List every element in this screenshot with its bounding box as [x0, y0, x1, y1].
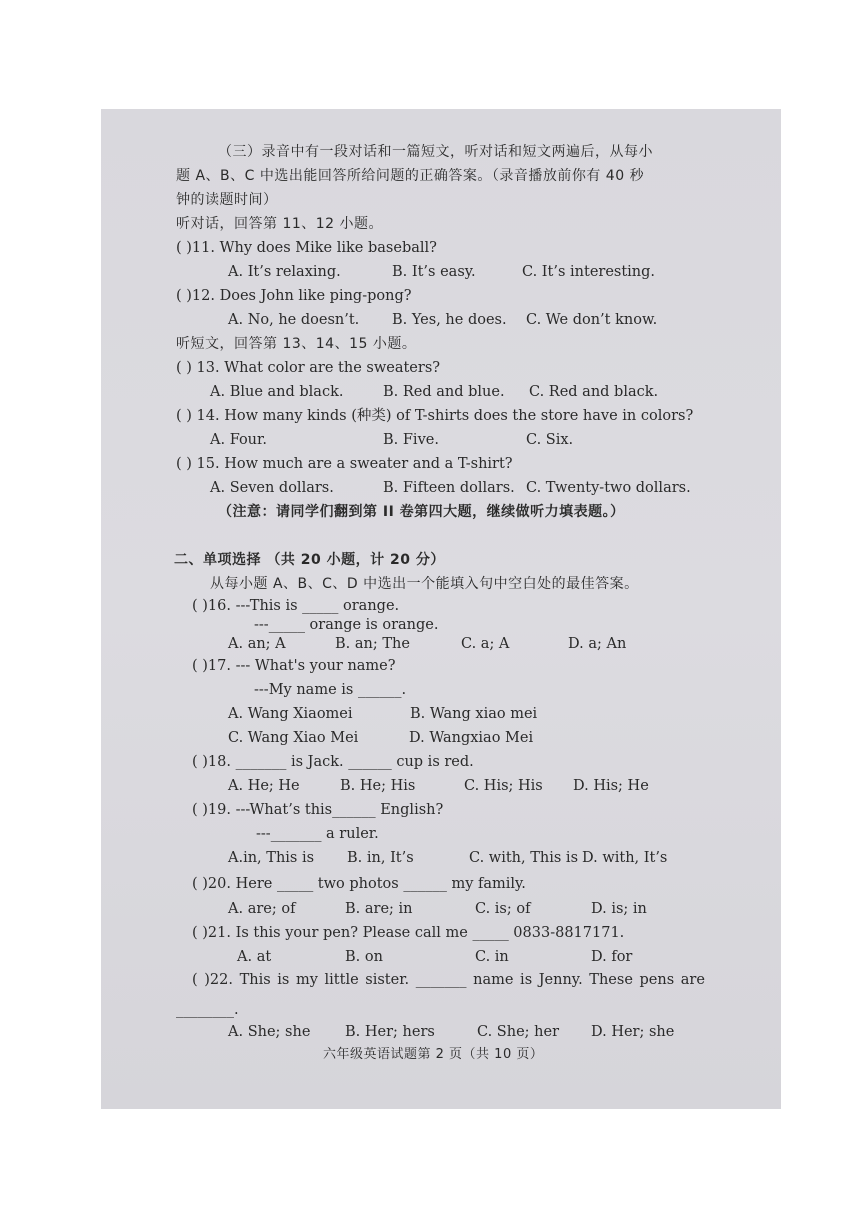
exam-page	[101, 109, 781, 1109]
q16-option-b: B. an; The	[335, 636, 410, 652]
question-17-reply: ---My name is ______.	[254, 682, 407, 698]
q17-option-b: B. Wang xiao mei	[410, 706, 538, 722]
q12-option-a: A. No, he doesn’t.	[228, 312, 360, 328]
q15-option-b: B. Fifteen dollars.	[383, 480, 515, 496]
q16-option-d: D. a; An	[568, 636, 627, 652]
q22-option-a: A. She; she	[228, 1024, 311, 1040]
question-17: ( )17. --- What's your name?	[192, 658, 396, 674]
listening-note: （注意：请同学们翻到第 II 卷第四大题，继续做听力填表题。）	[218, 504, 625, 520]
question-12: ( )12. Does John like ping-pong?	[176, 288, 412, 304]
q21-option-a: A. at	[237, 949, 272, 965]
q12-option-c: C. We don’t know.	[526, 312, 658, 328]
q22-option-b: B. Her; hers	[345, 1024, 435, 1040]
q13-option-c: C. Red and black.	[529, 384, 659, 400]
dialog-instruction: 听对话，回答第 11、12 小题。	[176, 216, 384, 232]
passage-instruction: 听短文，回答第 13、14、15 小题。	[176, 336, 417, 352]
question-19-reply: ---_______ a ruler.	[256, 826, 379, 842]
section3-intro-line2: 题 A、B、C 中选出能回答所给问题的正确答案。（录音播放前你有 40 秒	[176, 168, 645, 184]
q20-option-b: B. are; in	[345, 901, 413, 917]
question-16-reply: ---_____ orange is orange.	[254, 617, 439, 633]
section2-title: 二、单项选择 （共 20 小题，计 20 分）	[174, 552, 445, 568]
q19-option-b: B. in, It’s	[347, 850, 414, 866]
q11-option-b: B. It’s easy.	[392, 264, 476, 280]
q18-option-a: A. He; He	[228, 778, 300, 794]
q15-option-a: A. Seven dollars.	[210, 480, 334, 496]
q21-option-b: B. on	[345, 949, 383, 965]
q20-option-a: A. are; of	[228, 901, 296, 917]
question-14: ( ) 14. How many kinds (种类) of T-shirts does the store have in colors?	[176, 408, 694, 424]
question-19: ( )19. ---What’s this______ English?	[192, 802, 444, 818]
q17-option-c: C. Wang Xiao Mei	[228, 730, 359, 746]
q11-option-a: A. It’s relaxing.	[228, 264, 341, 280]
q12-option-b: B. Yes, he does.	[392, 312, 507, 328]
q11-option-c: C. It’s interesting.	[522, 264, 656, 280]
q21-option-d: D. for	[591, 949, 633, 965]
question-22-cont: ________.	[176, 1002, 239, 1018]
q18-option-b: B. He; His	[340, 778, 416, 794]
q14-option-b: B. Five.	[383, 432, 439, 448]
q16-option-a: A. an; A	[228, 636, 286, 652]
section2-instruction: 从每小题 A、B、C、D 中选出一个能填入句中空白处的最佳答案。	[210, 576, 639, 592]
q13-option-a: A. Blue and black.	[210, 384, 344, 400]
question-21: ( )21. Is this your pen? Please call me _____ 0833-8817171.	[192, 925, 625, 941]
question-13: ( ) 13. What color are the sweaters?	[176, 360, 441, 376]
q21-option-c: C. in	[475, 949, 509, 965]
page-footer: 六年级英语试题第 2 页（共 10 页）	[323, 1047, 544, 1062]
q22-option-c: C. She; her	[477, 1024, 559, 1040]
question-11: ( )11. Why does Mike like baseball?	[176, 240, 437, 256]
question-16: ( )16. ---This is _____ orange.	[192, 598, 400, 614]
q18-option-d: D. His; He	[573, 778, 649, 794]
question-15: ( ) 15. How much are a sweater and a T-shirt?	[176, 456, 513, 472]
q15-option-c: C. Twenty-two dollars.	[526, 480, 691, 496]
q19-option-a: A.in, This is	[228, 850, 315, 866]
q14-option-a: A. Four.	[210, 432, 267, 448]
q18-option-c: C. His; His	[464, 778, 543, 794]
q22-option-d: D. Her; she	[591, 1024, 675, 1040]
q20-option-d: D. is; in	[591, 901, 647, 917]
q20-option-c: C. is; of	[475, 901, 531, 917]
q16-option-c: C. a; A	[461, 636, 510, 652]
q19-option-c: C. with, This is	[469, 850, 579, 866]
q17-option-a: A. Wang Xiaomei	[228, 706, 353, 722]
question-18: ( )18. _______ is Jack. ______ cup is red.	[192, 754, 474, 770]
q13-option-b: B. Red and blue.	[383, 384, 505, 400]
section3-intro-line3: 钟的读题时间）	[176, 192, 278, 208]
section3-intro-line1: （三）录音中有一段对话和一篇短文，听对话和短文两遍后，从每小	[218, 144, 653, 160]
q19-option-d: D. with, It’s	[582, 850, 668, 866]
q17-option-d: D. Wangxiao Mei	[409, 730, 534, 746]
q14-option-c: C. Six.	[526, 432, 574, 448]
question-22: ( )22. This is my little sister. _______ name is Jenny. These pens are	[192, 972, 705, 988]
question-20: ( )20. Here _____ two photos ______ my family.	[192, 876, 526, 892]
